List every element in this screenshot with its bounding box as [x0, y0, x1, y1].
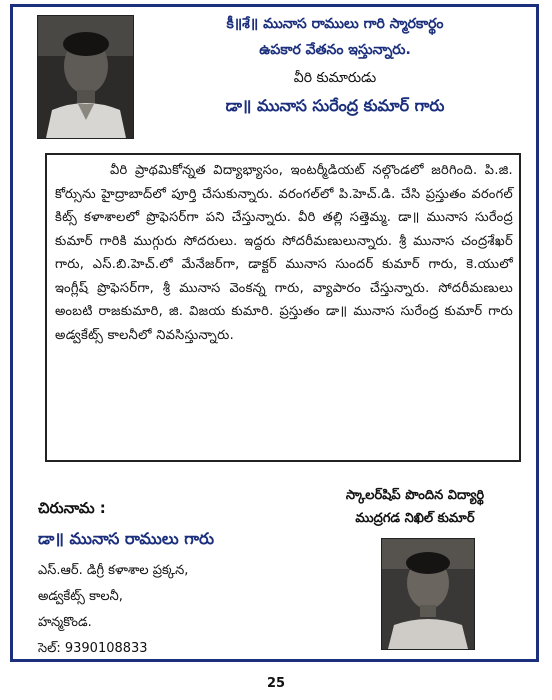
address-line: అడ్వకేట్స్ కాలనీ,	[38, 589, 123, 604]
header-line-2: ఉపకార వేతనం ఇస్తున్నారు.	[259, 42, 411, 58]
portrait-photo-father	[37, 15, 134, 139]
header-line-1: కీ॥శే॥ మునాస రాములు గారి స్మారకార్థం	[226, 16, 444, 32]
biography-box	[45, 153, 521, 462]
address-line: ఎస్.ఆర్. డిగ్రీ కళాశాల ప్రక్కన,	[38, 563, 189, 578]
student-name: ముద్రగడ నిఖిల్ కుమార్	[355, 511, 475, 526]
header-name: డా॥ మునాస సురేంద్ర కుమార్ గారు	[225, 96, 445, 115]
scholarship-caption: స్కాలర్‌షిప్ పొందిన విద్యార్థి	[345, 488, 485, 503]
address-phone: సెల్: 9390108833	[38, 641, 148, 656]
address-line: హన్మకొండ.	[38, 615, 92, 630]
header-line-3: వీరి కుమారుడు	[293, 70, 377, 86]
biography-text: వీరి ప్రాథమికోన్నత విద్యాభ్యాసం, ఇంటర్మీడియట్ నల్గొండలో జరిగింది. పి.జి. కోర్సును హైద్రాబాద్‌లో పూర్తి చేసుకున్నారు. వరంగల్‌లో పి.హెచ్.డి. చేసి ప్రస్తుతం వరంగల్ కిట్స్ కళాశాలలో ప్రొఫెసర్‌గా పని చేస్తున్నారు. వీరి తల్లి సత్తెమ్మ. డా॥ మునాస సురేంద్ర కుమార్ గారికి ముగ్గురు సోదరులు. ఇద్దరు సోదరీమణులున్నారు. శ్రీ మునాస చంద్రశేఖర్ గారు, ఎస్.బి.హెచ్.లో మేనేజర్‌గా, డాక్టర్ మునాస సుందర్ కుమార్ గారు, కె.యులో ఇంగ్లీష్ ప్రొఫెసర్‌గా, శ్రీ మునాస వెంకన్న గారు, వ్యాపారం చేస్తున్నారు. సోదరీమణులు అంబటి రాజకుమారి, జి. విజయ కుమారి. ప్రస్తుతం డా॥ మునాస సురేంద్ర కుమార్ గారు అడ్వకేట్స్ కాలనీలో నివసిస్తున్నారు.	[55, 163, 513, 343]
address-name: డా॥ మునాస రాములు గారు	[38, 529, 215, 548]
page-number: 25	[266, 676, 286, 691]
portrait-photo-student	[381, 538, 475, 650]
address-label: చిరునామ :	[38, 499, 106, 517]
